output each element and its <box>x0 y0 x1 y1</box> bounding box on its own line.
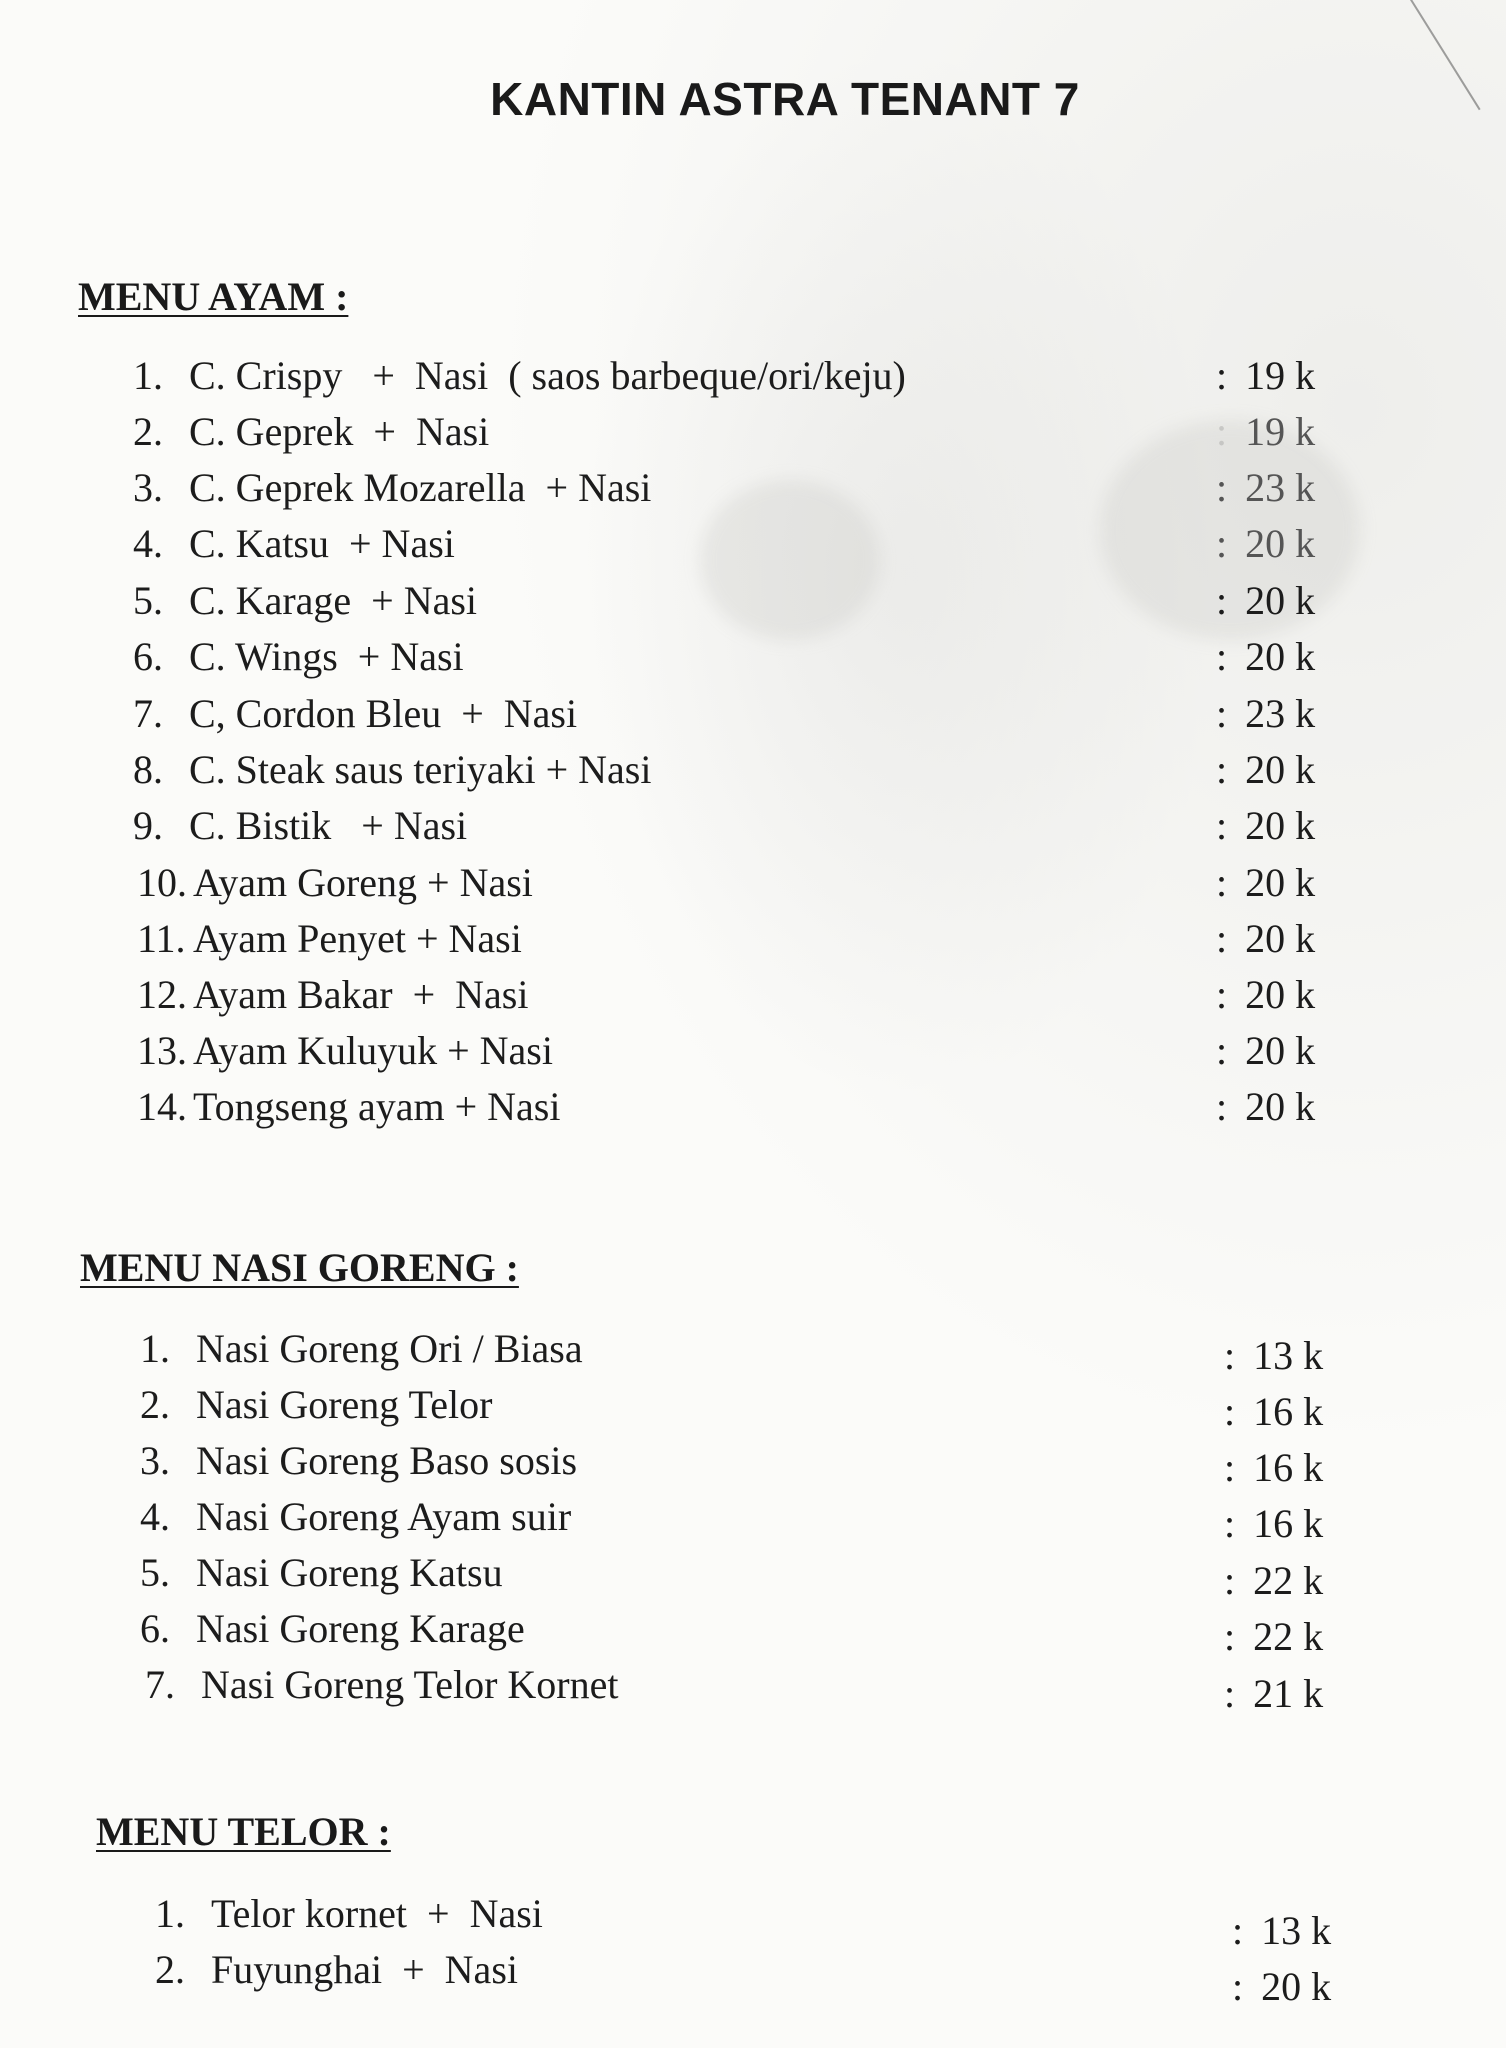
price-colon: : <box>1216 465 1228 510</box>
item-price-row <box>1216 690 1315 737</box>
item-price-row <box>1232 1963 1331 2010</box>
item-number: 1. <box>155 1891 185 1936</box>
item-name: Ayam Penyet + Nasi <box>193 916 522 961</box>
item-number: 1. <box>133 353 163 398</box>
item-number: 2. <box>155 1947 185 1992</box>
page-title: KANTIN ASTRA TENANT 7 <box>490 73 1080 125</box>
item-number: 5. <box>133 578 163 623</box>
item-price: 20 k <box>1245 634 1316 679</box>
price-colon: : <box>1216 916 1228 961</box>
price-colon: : <box>1224 1501 1236 1546</box>
item-price: 20 k <box>1245 747 1316 792</box>
price-colon: : <box>1224 1445 1236 1490</box>
item-number: 10. <box>137 860 187 905</box>
item-name: Nasi Goreng Ayam suir <box>196 1494 572 1539</box>
price-colon: : <box>1224 1389 1236 1434</box>
item-price-row <box>1216 408 1315 455</box>
item-number: 3. <box>140 1438 170 1483</box>
item-price-row <box>1216 1027 1315 1074</box>
item-name: C. Steak saus teriyaki + Nasi <box>189 747 652 792</box>
item-price: 16 k <box>1253 1501 1324 1546</box>
item-number: 1. <box>140 1326 170 1371</box>
item-number: 2. <box>140 1382 170 1427</box>
price-colon: : <box>1216 1028 1228 1073</box>
item-price: 13 k <box>1253 1333 1324 1378</box>
item-number: 11. <box>137 916 186 961</box>
item-price-row <box>1216 802 1315 849</box>
item-price-row <box>1216 859 1315 906</box>
item-number: 12. <box>137 972 187 1017</box>
item-price-row <box>1224 1500 1323 1547</box>
item-price: 22 k <box>1253 1614 1324 1659</box>
item-name: Nasi Goreng Telor Kornet <box>201 1662 619 1707</box>
item-name: Ayam Bakar + Nasi <box>193 972 529 1017</box>
item-name: Nasi Goreng Baso sosis <box>196 1438 578 1483</box>
item-name: Fuyunghai + Nasi <box>211 1947 518 1992</box>
item-price-row <box>1216 915 1315 962</box>
price-colon: : <box>1216 747 1228 792</box>
item-price-row <box>1216 971 1315 1018</box>
section-heading-nasi-goreng: MENU NASI GORENG : <box>80 1245 519 1290</box>
item-number: 13. <box>137 1028 187 1073</box>
price-colon: : <box>1216 578 1228 623</box>
item-number: 14. <box>137 1084 187 1129</box>
item-number: 3. <box>133 465 163 510</box>
item-price-row <box>1224 1557 1323 1604</box>
price-colon: : <box>1232 1964 1244 2009</box>
item-number: 8. <box>133 747 163 792</box>
item-name: C, Cordon Bleu + Nasi <box>189 691 578 736</box>
item-name: Ayam Goreng + Nasi <box>193 860 533 905</box>
item-price: 16 k <box>1253 1389 1324 1434</box>
item-name: Telor kornet + Nasi <box>211 1891 543 1936</box>
item-price-row <box>1216 746 1315 793</box>
price-colon: : <box>1224 1333 1236 1378</box>
item-price: 20 k <box>1245 1028 1316 1073</box>
item-number: 9. <box>133 803 163 848</box>
section-heading-ayam: MENU AYAM : <box>78 274 349 319</box>
item-price-row <box>1224 1332 1323 1379</box>
item-name: Nasi Goreng Katsu <box>196 1550 503 1595</box>
item-price: 20 k <box>1261 1964 1332 2009</box>
item-name: C. Bistik + Nasi <box>189 803 468 848</box>
section-heading-telor: MENU TELOR : <box>96 1809 391 1854</box>
item-price: 20 k <box>1245 1084 1316 1129</box>
price-colon: : <box>1216 353 1228 398</box>
item-name: Ayam Kuluyuk + Nasi <box>193 1028 553 1073</box>
price-colon: : <box>1216 803 1228 848</box>
item-price: 22 k <box>1253 1558 1324 1603</box>
item-name: C. Geprek Mozarella + Nasi <box>189 465 652 510</box>
item-name: C. Geprek + Nasi <box>189 409 490 454</box>
price-colon: : <box>1216 691 1228 736</box>
item-name: Nasi Goreng Karage <box>196 1606 525 1651</box>
item-number: 4. <box>140 1494 170 1539</box>
print-smudge <box>700 480 880 640</box>
item-price-row <box>1224 1444 1323 1491</box>
item-price: 16 k <box>1253 1445 1324 1490</box>
item-price: 20 k <box>1245 803 1316 848</box>
item-name: Nasi Goreng Ori / Biasa <box>196 1326 583 1371</box>
item-number: 6. <box>140 1606 170 1651</box>
item-price-row <box>1216 352 1315 399</box>
item-price-row <box>1232 1907 1331 1954</box>
price-colon: : <box>1224 1558 1236 1603</box>
item-price: 23 k <box>1245 691 1316 736</box>
item-name: Nasi Goreng Telor <box>196 1382 493 1427</box>
price-colon: : <box>1216 634 1228 679</box>
item-price: 20 k <box>1245 860 1316 905</box>
item-price-row <box>1216 633 1315 680</box>
price-colon: : <box>1216 409 1228 454</box>
item-price-row <box>1216 577 1315 624</box>
price-colon: : <box>1216 1084 1228 1129</box>
item-name: Tongseng ayam + Nasi <box>193 1084 561 1129</box>
item-number: 2. <box>133 409 163 454</box>
item-name: C. Wings + Nasi <box>189 634 464 679</box>
item-price: 20 k <box>1245 972 1316 1017</box>
item-number: 7. <box>145 1662 175 1707</box>
item-name: C. Katsu + Nasi <box>189 521 455 566</box>
item-price: 23 k <box>1245 465 1316 510</box>
item-number: 5. <box>140 1550 170 1595</box>
item-price: 20 k <box>1245 916 1316 961</box>
item-price-row <box>1216 520 1315 567</box>
item-number: 4. <box>133 521 163 566</box>
item-price: 20 k <box>1245 521 1316 566</box>
item-price: 20 k <box>1245 578 1316 623</box>
item-name: C. Crispy + Nasi ( saos barbeque/ori/keju) <box>189 353 906 398</box>
price-colon: : <box>1216 972 1228 1017</box>
item-price-row <box>1224 1670 1323 1717</box>
price-colon: : <box>1216 860 1228 905</box>
item-price-row <box>1224 1388 1323 1435</box>
price-colon: : <box>1232 1908 1244 1953</box>
price-colon: : <box>1216 521 1228 566</box>
price-colon: : <box>1224 1671 1236 1716</box>
price-colon: : <box>1224 1614 1236 1659</box>
item-price: 19 k <box>1245 409 1316 454</box>
item-name: C. Karage + Nasi <box>189 578 478 623</box>
item-price-row <box>1224 1613 1323 1660</box>
item-price-row <box>1216 1083 1315 1130</box>
item-number: 6. <box>133 634 163 679</box>
item-price: 21 k <box>1253 1671 1324 1716</box>
item-price: 19 k <box>1245 353 1316 398</box>
item-number: 7. <box>133 691 163 736</box>
item-price: 13 k <box>1261 1908 1332 1953</box>
item-price-row <box>1216 464 1315 511</box>
